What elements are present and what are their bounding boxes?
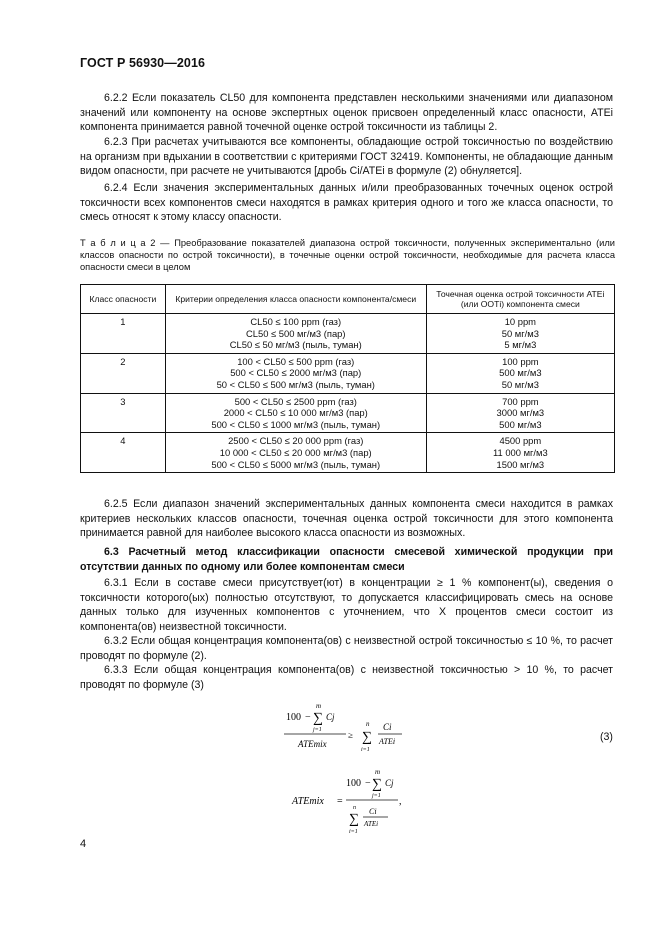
criteria-line: 500 < CL50 ≤ 5000 мг/м3 (пыль, туман) [211, 458, 381, 470]
formula-cj: Cj [385, 778, 394, 788]
criteria-line: 500 < CL50 ≤ 2000 мг/м3 (пар) [230, 367, 362, 379]
formula-3-number: (3) [600, 731, 613, 743]
formula-minus: − [305, 712, 311, 723]
table-row [81, 433, 615, 473]
cell-criteria [165, 314, 426, 354]
cell-criteria [165, 393, 426, 433]
sum-upper-n: n [366, 720, 370, 728]
sum-lower-i: i=1 [349, 829, 358, 835]
p633-text: 6.3.3 Если общая концентрация компонента(ов) с неизвестной токсичностью > 10 %, то расчет проводят по формуле (3) [80, 664, 613, 691]
page-number: 4 [80, 838, 87, 850]
hazard-class-table [80, 284, 615, 473]
paragraph-6-2-2 [80, 91, 613, 135]
cell-class: 2 [81, 353, 166, 393]
document-header: ГОСТ Р 56930—2016 [80, 56, 206, 70]
sum-sign: ∑ [362, 730, 372, 745]
cell-class: 1 [81, 314, 166, 354]
p632-text: 6.3.2 Если общая концентрация компонента(ов) с неизвестной острой токсичностью ≤ 10 %, то расчет проводят по формуле (2). [80, 635, 613, 662]
criteria-line: 2000 < CL50 ≤ 10 000 мг/м3 (пар) [223, 407, 368, 419]
cell-criteria [165, 433, 426, 473]
sum-lower-j: j=1 [372, 793, 381, 799]
header-criteria: Критерии определения класса опасности компонента/смеси [165, 285, 426, 314]
sum-lower-j: j=1 [313, 727, 322, 733]
header-point-estimate: Точечная оценка острой токсичности ATEi (или ООТi) компонента смеси [426, 285, 614, 314]
sum-sign: ∑ [372, 777, 382, 792]
table-caption: Т а б л и ц а 2 — Преобразование показателей диапазона острой токсичности, полученных экспериментально (или классов опасности по острой токсичности), в точечные оценки острой токсичности, необходимые для расчета класса опасности смеси в целом [80, 238, 615, 273]
formula-atemix: ATEmix [292, 796, 324, 807]
point-line: 500 мг/м3 [499, 418, 542, 430]
p622-text: 6.2.2 Если показатель CL50 для компонента представлен несколькими значениями или диапазоном значений или компоненту на основе экспертных оценок присвоен определенный класс опасности, ATEi компонента принимается равной точечной оценке острой токсичности из таблицы 2. [80, 92, 613, 134]
formula-atei: ATEi [364, 820, 379, 828]
cell-points [426, 314, 614, 354]
p624-text: 6.2.4 Если значения экспериментальных данных и/или преобразованных точечных оценок острой токсичности всех компонентов смеси находятся в рамках критерия одного и того же класса опасности, то смесь относят к этому классу опасности. [80, 182, 613, 224]
point-line: 10 ppm [504, 316, 536, 327]
criteria-line: CL50 ≤ 50 мг/м3 (пыль, туман) [229, 339, 362, 351]
point-line: 4500 ppm [499, 435, 542, 447]
table-row [81, 314, 615, 354]
paragraph-6-2-4 [80, 181, 613, 225]
criteria-line: 2500 < CL50 ≤ 20 000 ppm (газ) [228, 435, 364, 447]
h63-text: 6.3 Расчетный метод классификации опасности смесевой химической продукции при отсутствии данных по одному или более компонентам смеси [80, 546, 613, 573]
cell-class: 3 [81, 393, 166, 433]
sum-upper-m: m [316, 702, 322, 710]
table-row [81, 353, 615, 393]
formula-hundred: 100 [346, 778, 361, 789]
formula-eq: = [337, 796, 343, 807]
point-line: 700 ppm [502, 395, 539, 407]
formula-hundred: 100 [286, 712, 301, 723]
formula-atemix: ATEmix [298, 739, 327, 749]
criteria-line: CL50 ≤ 100 ppm (газ) [250, 316, 342, 327]
paragraph-6-2-3 [80, 135, 613, 179]
formula-atei: ATEi [379, 737, 396, 746]
formula-3-inequality [280, 700, 420, 762]
sum-upper-n: n [353, 805, 356, 811]
section-heading-6-3 [80, 545, 613, 574]
paragraph-6-3-1 [80, 576, 613, 634]
cell-class: 4 [81, 433, 166, 473]
paragraph-6-3-2 [80, 634, 613, 663]
point-line: 50 мг/м3 [501, 378, 539, 390]
criteria-line: 50 < CL50 ≤ 500 мг/м3 (пыль, туман) [216, 378, 375, 390]
table-row [81, 393, 615, 433]
formula-ci: Ci [369, 807, 377, 816]
cell-points [426, 353, 614, 393]
point-line: 500 мг/м3 [499, 367, 542, 379]
p623-text: 6.2.3 При расчетах учитываются все компоненты, обладающие острой токсичностью по воздействию на организм при вдыхании в соответствии с критериями ГОСТ 32419. Компоненты, не обладающие данным видом опасности, при расчете не учитываются [дробь Ci/ATEi в формуле (2) обнуляется]. [80, 136, 613, 178]
formula-ci: Ci [383, 722, 392, 732]
criteria-line: 100 < CL50 ≤ 500 ppm (газ) [237, 355, 355, 367]
criteria-line: CL50 ≤ 500 мг/м3 (пар) [246, 327, 346, 339]
formula-3-atemix [290, 768, 430, 838]
sum-upper-m: m [375, 768, 381, 776]
point-line: 5 мг/м3 [504, 339, 537, 351]
formula-cj: Cj [326, 712, 335, 722]
cell-points [426, 433, 614, 473]
criteria-line: 500 < CL50 ≤ 2500 ppm (газ) [234, 395, 357, 407]
paragraph-6-2-5 [80, 497, 613, 541]
paragraph-6-3-3 [80, 663, 613, 692]
point-line: 50 мг/м3 [501, 327, 539, 339]
point-line: 11 000 мг/м3 [492, 446, 548, 458]
criteria-line: 500 < CL50 ≤ 1000 мг/м3 (пыль, туман) [211, 418, 381, 430]
formula-comma: , [399, 796, 402, 807]
point-line: 3000 мг/м3 [496, 407, 545, 419]
cell-points [426, 393, 614, 433]
p631-text: 6.3.1 Если в составе смеси присутствует(ют) в концентрации ≥ 1 % компонент(ы), сведения о токсичности которого(ых) полностью отсутствуют, то допускается классифицировать смесь на основе данных только для изученных компонентов с уточнением, что X процентов смеси состоит из компонента(ов) неизвестной токсичности. [80, 577, 613, 633]
p625-text: 6.2.5 Если диапазон значений экспериментальных данных компонента смеси находится в рамках критериев нескольких классов опасности, точечная оценка острой токсичности для этого компонента принимается равной для наиболее высокого класса опасности из возможных. [80, 498, 613, 540]
point-line: 1500 мг/м3 [496, 458, 545, 470]
formula-minus: − [365, 778, 371, 789]
sum-lower-i: i=1 [361, 747, 370, 753]
header-class: Класс опасности [81, 285, 166, 314]
sum-sign: ∑ [313, 711, 323, 726]
point-line: 100 ppm [502, 355, 539, 367]
table-header-row [81, 285, 615, 314]
sum-sign: ∑ [349, 812, 359, 827]
formula-ge: ≥ [348, 730, 353, 740]
cell-criteria [165, 353, 426, 393]
criteria-line: 10 000 < CL50 ≤ 20 000 мг/м3 (пар) [219, 446, 372, 458]
